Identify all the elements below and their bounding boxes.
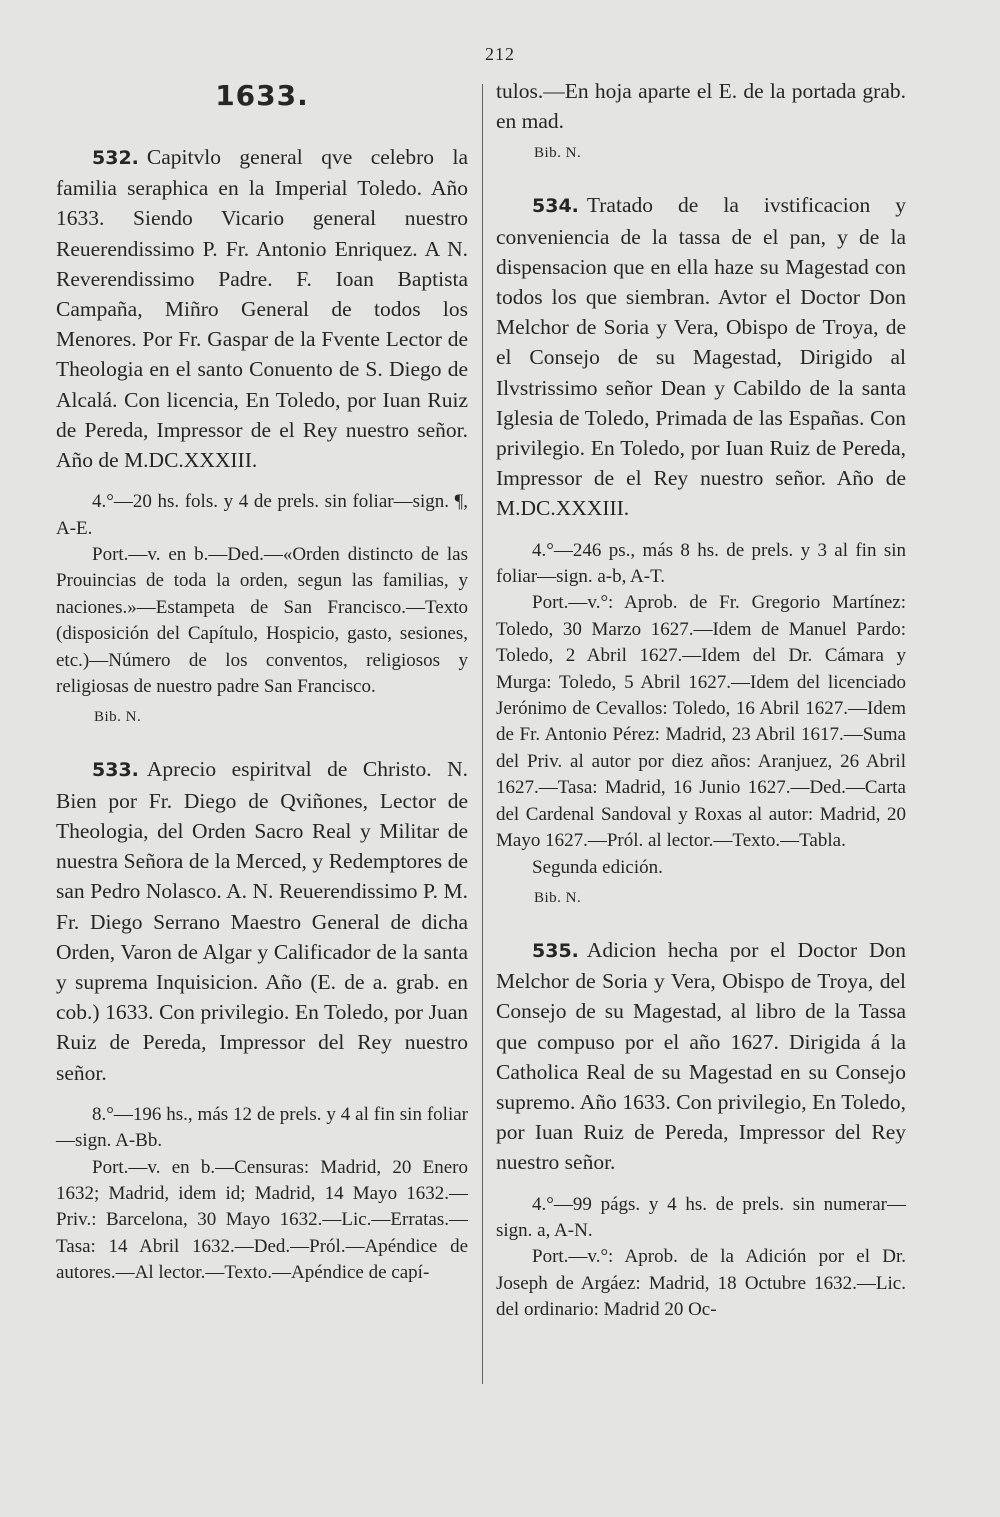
- entry-533-continuation: [496, 76, 906, 164]
- entry-format: 4.°—20 hs. fols. y 4 de prels. sin foliar—sign. ¶, A-E.: [56, 491, 468, 539]
- entry-format: 8.°—196 hs., más 12 de prels. y 4 al fin sin foliar—sign. A-Bb.: [56, 1103, 468, 1152]
- entry-contents: Port.—v. en b.—Ded.—«Orden distincto de las Prouincias de toda la orden, segun las familias, y naciones.»—Estampeta de San Francisco.—Texto (disposición del Capítulo, Hospicio, gasto, sesiones, etc.)—Número de los conventos, religiosos y religiosas de nuestro padre San Francisco.: [56, 544, 468, 698]
- entry-location: Bib. N.: [94, 709, 142, 726]
- entry-534: [496, 190, 906, 909]
- entry-contents: Port.—v.°: Aprob. de la Adición por el Dr. Joseph de Argáez: Madrid, 18 Octubre 1632.—Lic. del ordinario: Madrid 20 Oc-: [496, 1246, 906, 1321]
- entry-title: Adicion hecha por el Doctor Don Melchor de Soria y Vera, Obispo de Troya, del Consejo de su Magestad, al libro de la Tassa que compuso por el año 1627. Dirigida á la Catholica Real de su Magestad en su Consejo supremo. Año 1633. Con privilegio, En Toledo, por Iuan Ruiz de Pereda, Impressor del Rey nuestro señor.: [496, 937, 906, 1175]
- entry-format: 4.°—99 págs. y 4 hs. de prels. sin numerar—sign. a, A-N.: [496, 1193, 906, 1241]
- entry-location: Bib. N.: [534, 145, 582, 162]
- page-number: 212: [485, 44, 515, 64]
- right-column: [496, 76, 906, 1324]
- entry-number: 535.: [532, 939, 579, 962]
- entry-contents: Port.—v. en b.—Censuras: Madrid, 20 Enero 1632; Madrid, idem id; Madrid, 14 Mayo 1632.—Priv.: Barcelona, 30 Mayo 1632.—Lic.—Erratas.—Tasa: 14 Abril 1632.—Ded.—Pról.—Apéndice de autores.—Al lector.—Texto.—Apéndice de capí-: [56, 1156, 468, 1284]
- entry-title: Tratado de la ivstificacion y conveniencia de la tassa de el pan, y de la dispensacion que en ella haze su Magestad con todos los que siembran. Avtor el Doctor Don Melchor de Soria y Vera, Obispo de Troya, de el Consejo de su Magestad, Dirigido al Ilvstrissimo señor Dean y Cabildo de la santa Iglesia de Toledo, Primada de las Españas. Con privilegio. En Toledo, por Iuan Ruiz de Pereda, Impressor de el Rey nuestro señor. Año de M.DC.XXXIII.: [496, 193, 906, 521]
- entry-535: [496, 935, 906, 1324]
- entry-number: 533.: [92, 759, 139, 782]
- entry-number: 534.: [532, 195, 579, 218]
- entry-edition: Segunda edición.: [532, 856, 663, 878]
- entry-number: 532.: [92, 147, 139, 169]
- entry-location: Bib. N.: [534, 889, 582, 906]
- entry-format: 4.°—246 ps., más 8 hs. de prels. y 3 al fin sin foliar—sign. a-b, A-T.: [496, 539, 906, 588]
- entry-532: [56, 142, 468, 728]
- entry-title: Aprecio espiritval de Christo. N. Bien por Fr. Diego de Qviñones, Lector de Theologia, del Orden Sacro Real y Militar de nuestra Señora de la Merced, y Redemptores de san Pedro Nolasco. A. N. Reuerendissimo P. M. Fr. Diego Serrano Maestro General de dicha Orden, Varon de Algar y Calificador de la santa y suprema Inquisicion. Año (E. de a. grab. en cob.) 1633. Con privilegio. En Toledo, por Juan Ruiz de Pereda, Impressor del Rey nuestro señor.: [56, 757, 468, 1085]
- column-divider: [482, 84, 483, 1384]
- continuation-text: tulos.—En hoja aparte el E. de la portada grab. en mad.: [496, 79, 906, 134]
- year-heading: 1633.: [215, 79, 309, 112]
- entry-title: Capitvlo general qve celebro la familia seraphica en la Imperial Toledo. Año 1633. Siendo Vicario general nuestro Reuerendissimo P. Fr. Antonio Enriquez. A N. Reverendissimo Padre. F. Ioan Baptista Campaña, Miñro General de todos los Menores. Por Fr. Gaspar de la Fvente Lector de Theologia en el santo Conuento de S. Diego de Alcalá. Con licencia, En Toledo, por Iuan Ruiz de Pereda, Impressor de el Rey nuestro señor. Año de M.DC.XXXIII.: [56, 145, 468, 473]
- entry-533: [56, 754, 468, 1286]
- entry-contents: Port.—v.°: Aprob. de Fr. Gregorio Martínez: Toledo, 30 Marzo 1627.—Idem de Manuel Pardo: Toledo, 2 Abril 1627.—Idem del Dr. Cámara y Murga: Toledo, 5 Abril 1627.—Idem del licenciado Jerónimo de Cevallos: Toledo, 16 Abril 1627.—Idem de Fr. Antonio Pérez: Madrid, 23 Abril 1617.—Suma del Priv. al autor por diez años: Aranjuez, 26 Abril 1627.—Tasa: Madrid, 16 Junio 1627.—Ded.—Carta del Cardenal Sandoval y Roxas al autor: Madrid, 20 Mayo 1627.—Pról. al lector.—Texto.—Tabla.: [496, 592, 906, 852]
- left-column: [56, 76, 468, 1287]
